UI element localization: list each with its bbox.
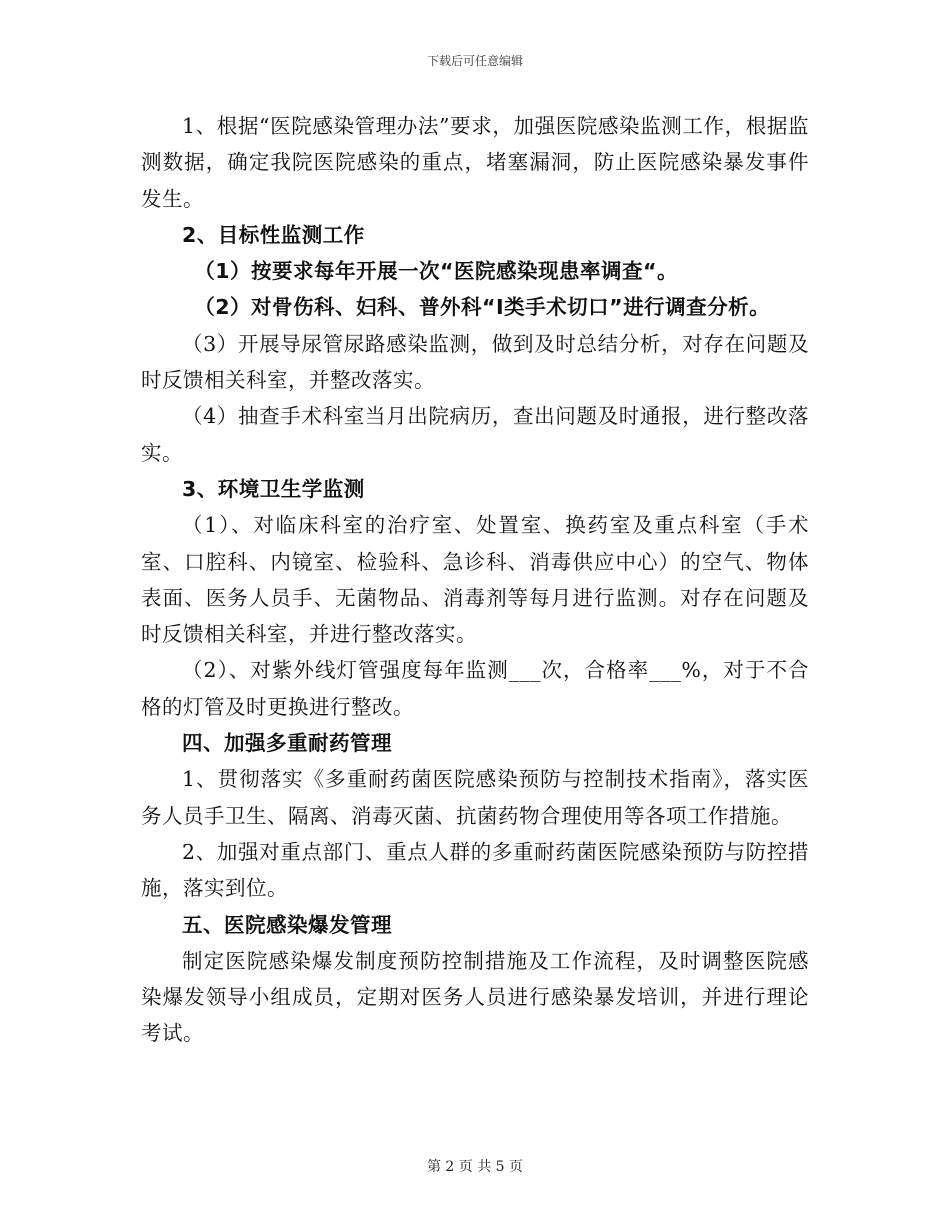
item-incision-analysis: （2）对骨伤科、妇科、普外科“Ⅰ类手术切口”进行调查分析。 [194,295,771,320]
item-clinical-monitoring: （1）、对临床科室的治疗室、处置室、换药室及重点科室（手术室、口腔科、内镜室、检验科、急诊科、消毒供应中心）的空气、物体表面、医务人员手、无菌物品、消毒剂等每月进行监测。对存在问题及时反馈相关科室，并进行整改落实。 [141,513,809,647]
item-record-check: （4）抽查手术科室当月出院病历，查出问题及时通报，进行整改落实。 [141,404,809,465]
item-prevalence-survey: （1）按要求每年开展一次“医院感染现患率调查“。 [194,259,679,284]
item-catheter-monitoring: （3）开展导尿管尿路感染监测，做到及时总结分析，对存在问题及时反馈相关科室，并整改落实。 [141,331,809,393]
paragraph-1: 1、根据“医院感染管理办法”要求，加强医院感染监测工作，根据监测数据，确定我院医院感染的重点，堵塞漏洞，防止医院感染暴发事件发生。 [141,114,809,211]
outbreak-paragraph: 制定医院感染爆发制度预防控制措施及工作流程，及时调整医院感染爆发领导小组成员，定期对医务人员进行感染暴发培训，并进行理论考试。 [141,948,809,1046]
item-guideline: 1、贯彻落实《多重耐药菌医院感染预防与控制技术指南》，落实医务人员手卫生、隔离、消毒灭菌、抗菌药物合理使用等各项工作措施。 [141,767,809,828]
heading-environmental-monitoring: 3、环境卫生学监测 [182,476,365,501]
heading-targeted-monitoring: 2、目标性监测工作 [182,222,365,247]
heading-section-5: 五、医院感染爆发管理 [182,912,392,937]
page-footer: 第 2 页 共 5 页 [426,1159,524,1175]
item-key-departments: 2、加强对重点部门、重点人群的多重耐药菌医院感染预防与防控措施，落实到位。 [141,839,809,901]
document-body [141,108,809,1052]
heading-section-4: 四、加强多重耐药管理 [182,731,392,756]
item-uv-lamp: （2）、对紫外线灯管强度每年监测___次，合格率___%，对于不合格的灯管及时更换进行整改。 [141,658,809,719]
page-header: 下载后可任意编辑 [426,54,523,68]
